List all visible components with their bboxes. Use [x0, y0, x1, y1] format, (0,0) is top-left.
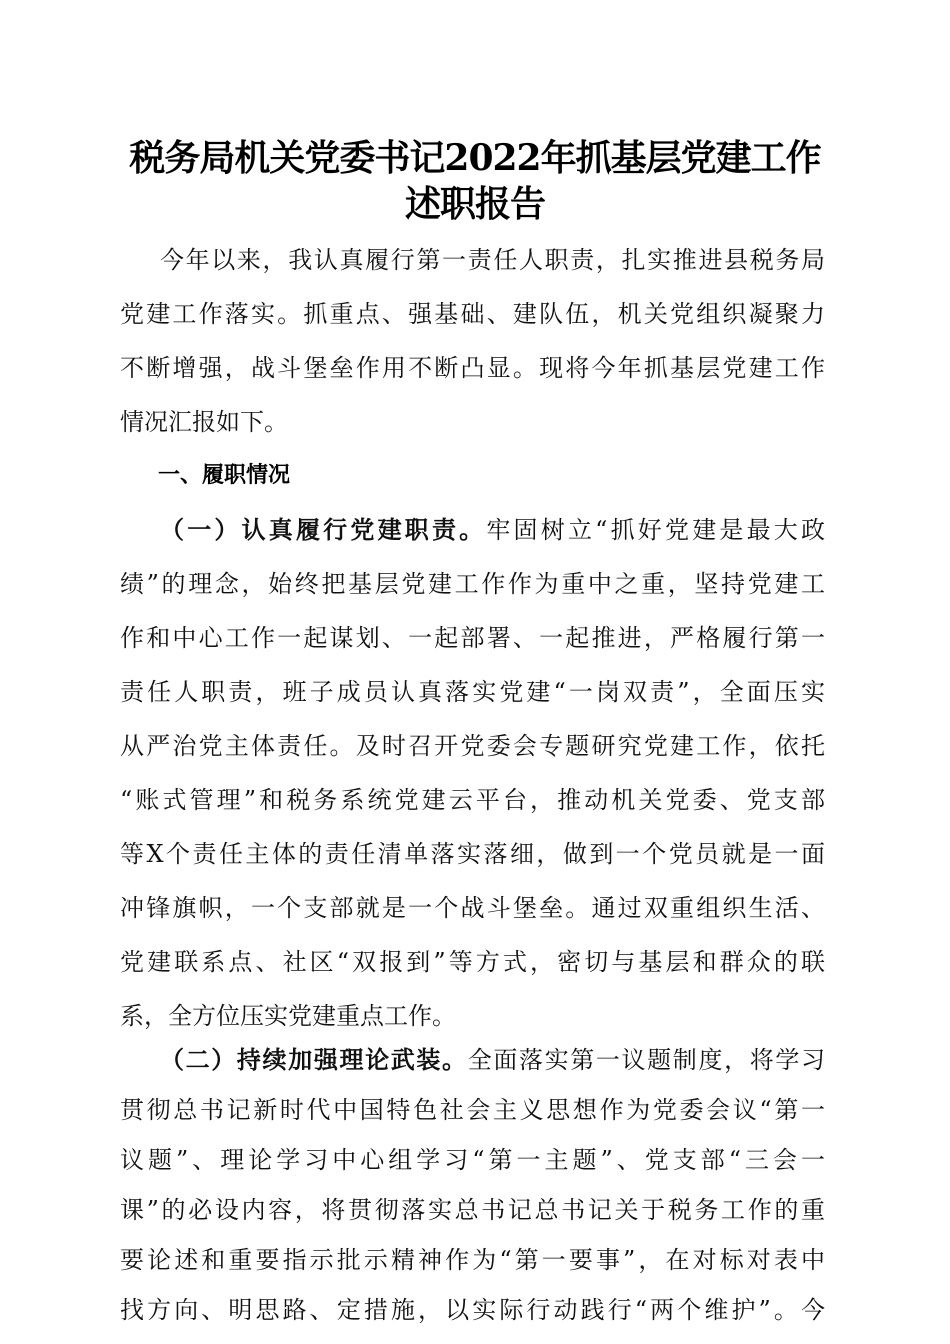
paragraph-lead: （二）持续加强理论武装。 — [160, 1045, 468, 1074]
intro-line: 党建工作落实。抓重点、强基础、建队伍，机关党组织凝聚力 — [120, 300, 825, 328]
paragraph-line: 贯彻总书记新时代中国特色社会主义思想作为党委会议“第一 — [120, 1096, 825, 1124]
paragraph-line: 责任人职责，班子成员认真落实党建“一岗双责”，全面压实 — [120, 678, 825, 706]
paragraph-line: 等X个责任主体的责任清单落实落细，做到一个党员就是一面 — [120, 840, 825, 868]
document-title-line-1: 税务局机关党委书记2022年抓基层党建工作 — [129, 137, 821, 179]
paragraph-line: 党建联系点、社区“双报到”等方式，密切与基层和群众的联 — [120, 948, 825, 976]
paragraph-line: 要论述和重要指示批示精神作为“第一要事”，在对标对表中 — [120, 1246, 825, 1274]
paragraph-line: 作和中心工作一起谋划、一起部署、一起推进，严格履行第一 — [120, 624, 825, 652]
paragraph-line: 课”的必设内容，将贯彻落实总书记总书记关于税务工作的重 — [120, 1196, 825, 1224]
paragraph-line: 从严治党主体责任。及时召开党委会专题研究党建工作，依托 — [120, 732, 825, 760]
paragraph-line: 绩”的理念，始终把基层党建工作作为重中之重，坚持党建工 — [120, 570, 825, 598]
paragraph-lead: （一）认真履行党建职责。 — [160, 515, 487, 544]
paragraph-line: 议题”、理论学习中心组学习“第一主题”、党支部“三会一 — [120, 1146, 825, 1174]
paragraph-line: “账式管理”和税务系统党建云平台，推动机关党委、党支部 — [120, 786, 825, 814]
document-title-line-2: 述职报告 — [404, 183, 545, 225]
paragraph-line: 找方向、明思路、定措施，以实际行动践行“两个维护”。今 — [120, 1296, 825, 1324]
paragraph-text: 全面落实第一议题制度，将学习 — [467, 1046, 826, 1074]
paragraph-text: 牢固树立“抓好党建是最大政 — [486, 516, 825, 544]
paragraph-line: 冲锋旗帜，一个支部就是一个战斗堡垒。通过双重组织生活、 — [120, 894, 825, 922]
paragraph-line — [160, 510, 825, 550]
intro-line: 不断增强，战斗堡垒作用不断凸显。现将今年抓基层党建工作 — [120, 354, 825, 382]
paragraph-line — [160, 1040, 825, 1080]
paragraph-line: 系，全方位压实党建重点工作。 — [120, 1002, 456, 1030]
section-heading: 一、履职情况 — [158, 463, 291, 488]
intro-line: 今年以来，我认真履行第一责任人职责，扎实推进县税务局 — [160, 246, 825, 274]
intro-line: 情况汇报如下。 — [120, 408, 288, 436]
